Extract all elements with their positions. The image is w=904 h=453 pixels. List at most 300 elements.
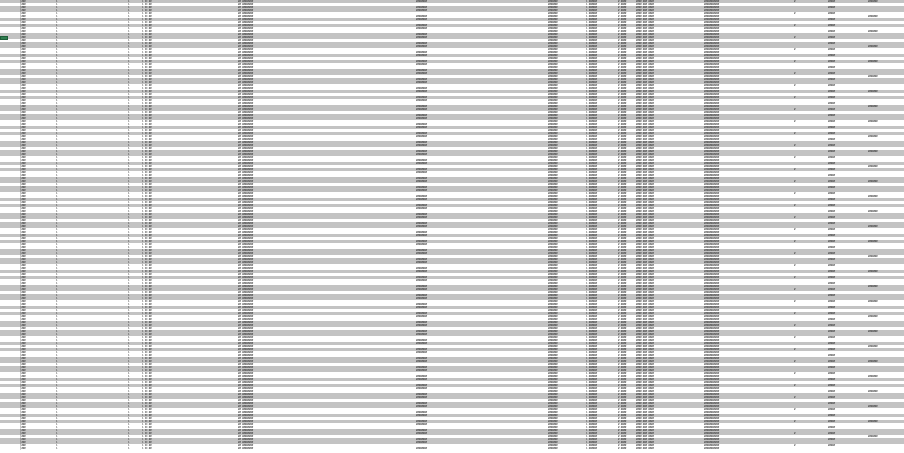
table-cell-b: 1 <box>128 21 130 24</box>
table-cell-path: ########### <box>704 51 719 54</box>
table-cell-type: ####### <box>548 327 558 330</box>
table-cell-ts: #### ### #### <box>636 147 654 150</box>
table-cell-e: # #### <box>618 180 627 183</box>
table-cell-d: 1 ###### <box>586 273 597 276</box>
table-cell-name: ## ######## <box>238 321 253 324</box>
table-cell-name: ## ######## <box>238 75 253 78</box>
table-cell-name: ## ######## <box>238 249 253 252</box>
table-cell-g: ##### <box>828 42 835 45</box>
table-cell-a: 1 <box>56 174 58 177</box>
table-cell-ts: #### ### #### <box>636 348 654 351</box>
table-cell-e: # #### <box>618 237 627 240</box>
table-cell-b: 1 <box>128 81 130 84</box>
table-cell-d: 1 ###### <box>586 276 597 279</box>
table-cell-ts: #### ### #### <box>636 144 654 147</box>
table-cell-d: 1 ###### <box>586 342 597 345</box>
table-cell-c: 1 II ## <box>142 213 152 216</box>
table-cell-desc: ######## <box>416 159 427 162</box>
table-cell-path: ########### <box>704 318 719 321</box>
table-cell-id: j### <box>20 129 26 132</box>
table-cell-ts: #### ### #### <box>636 9 654 12</box>
table-cell-b: 1 <box>128 174 130 177</box>
table-cell-f: # <box>794 348 796 351</box>
table-cell-id: j### <box>20 399 26 402</box>
table-cell-ts: #### ### #### <box>636 255 654 258</box>
table-cell-ts: #### ### #### <box>636 102 654 105</box>
table-cell-b: 1 <box>128 309 130 312</box>
table-cell-id: j### <box>20 312 26 315</box>
table-row[interactable] <box>0 447 904 450</box>
table-cell-c: 1 II ## <box>142 117 152 120</box>
table-cell-f: # <box>794 48 796 51</box>
table-cell-id: j### <box>20 351 26 354</box>
table-cell-e: # #### <box>618 303 627 306</box>
table-cell-id: j### <box>20 405 26 408</box>
table-cell-a: 1 <box>56 447 58 450</box>
table-cell-f: # <box>794 240 796 243</box>
table-cell-b: 1 <box>128 297 130 300</box>
table-cell-d: 1 ###### <box>586 357 597 360</box>
table-cell-type: ####### <box>548 186 558 189</box>
table-cell-ts: #### ### #### <box>636 330 654 333</box>
table-cell-type: ####### <box>548 333 558 336</box>
table-cell-e: # #### <box>618 144 627 147</box>
table-cell-type: ####### <box>548 387 558 390</box>
table-cell-type: ####### <box>548 192 558 195</box>
table-cell-h: ####### <box>868 375 878 378</box>
table-cell-name: ## ######## <box>238 399 253 402</box>
table-cell-e: # #### <box>618 351 627 354</box>
table-cell-e: # #### <box>618 321 627 324</box>
table-cell-name: ## ######## <box>238 168 253 171</box>
table-cell-b: 1 <box>128 15 130 18</box>
table-cell-path: ########### <box>704 30 719 33</box>
table-cell-type: ####### <box>548 171 558 174</box>
table-cell-g: ##### <box>828 114 835 117</box>
table-cell-desc: ######## <box>416 105 427 108</box>
table-cell-d: 1 ###### <box>586 180 597 183</box>
table-cell-e: # #### <box>618 363 627 366</box>
table-cell-name: ## ######## <box>238 393 253 396</box>
table-cell-ts: #### ### #### <box>636 369 654 372</box>
table-cell-b: 1 <box>128 285 130 288</box>
table-cell-g: ##### <box>828 72 835 75</box>
table-cell-name: ## ######## <box>238 423 253 426</box>
table-cell-id: j### <box>20 414 26 417</box>
table-cell-d: 1 ###### <box>586 114 597 117</box>
table-cell-e: # #### <box>618 411 627 414</box>
table-cell-f: # <box>794 420 796 423</box>
table-cell-a: 1 <box>56 12 58 15</box>
table-cell-b: 1 <box>128 270 130 273</box>
table-cell-f: # <box>794 252 796 255</box>
table-cell-id: j### <box>20 366 26 369</box>
table-cell-b: 1 <box>128 249 130 252</box>
table-cell-b: 1 <box>128 396 130 399</box>
table-cell-id: j### <box>20 204 26 207</box>
table-cell-ts: #### ### #### <box>636 6 654 9</box>
table-cell-ts: #### ### #### <box>636 423 654 426</box>
table-cell-f: # <box>794 228 796 231</box>
table-cell-name: ## ######## <box>238 120 253 123</box>
table-cell-name: ## ######## <box>238 327 253 330</box>
table-cell-a: 1 <box>56 441 58 444</box>
table-cell-name: ## ######## <box>238 144 253 147</box>
table-cell-name: ## ######## <box>238 282 253 285</box>
table-cell-desc: ######## <box>416 396 427 399</box>
table-cell-desc: ######## <box>416 297 427 300</box>
table-cell-g: ##### <box>828 162 835 165</box>
table-cell-d: 1 ###### <box>586 30 597 33</box>
table-cell-a: 1 <box>56 24 58 27</box>
table-cell-path: ########### <box>704 276 719 279</box>
table-cell-e: # #### <box>618 69 627 72</box>
table-cell-ts: #### ### #### <box>636 0 654 3</box>
table-cell-id: j### <box>20 69 26 72</box>
table-cell-d: 1 ###### <box>586 168 597 171</box>
table-cell-c: 1 II ## <box>142 162 152 165</box>
table-cell-name: ## ######## <box>238 117 253 120</box>
table-cell-c: 1 II ## <box>142 42 152 45</box>
table-cell-d: 1 ###### <box>586 162 597 165</box>
table-cell-e: # #### <box>618 135 627 138</box>
table-cell-c: 1 II ## <box>142 288 152 291</box>
table-cell-path: ########### <box>704 141 719 144</box>
table-cell-e: # #### <box>618 324 627 327</box>
table-cell-ts: #### ### #### <box>636 405 654 408</box>
table-cell-f: # <box>794 276 796 279</box>
table-cell-f: # <box>794 372 796 375</box>
table-cell-path: ########### <box>704 57 719 60</box>
table-cell-type: ####### <box>548 144 558 147</box>
table-cell-c: 1 II ## <box>142 357 152 360</box>
table-cell-d: 1 ###### <box>586 174 597 177</box>
table-cell-path: ########### <box>704 228 719 231</box>
table-cell-g: ##### <box>828 66 835 69</box>
table-cell-ts: #### ### #### <box>636 186 654 189</box>
table-cell-a: 1 <box>56 228 58 231</box>
table-cell-d: 1 ###### <box>586 231 597 234</box>
table-cell-e: # #### <box>618 240 627 243</box>
table-cell-d: 1 ###### <box>586 102 597 105</box>
table-cell-h: ####### <box>868 90 878 93</box>
table-cell-id: j### <box>20 210 26 213</box>
table-cell-desc: ######## <box>416 333 427 336</box>
table-cell-name: ## ######## <box>238 186 253 189</box>
table-cell-e: # #### <box>618 294 627 297</box>
table-cell-d: 1 ###### <box>586 360 597 363</box>
table-cell-desc: ######## <box>416 411 427 414</box>
table-cell-id: j### <box>20 87 26 90</box>
table-cell-desc: ######## <box>416 60 427 63</box>
table-cell-c: 1 II ## <box>142 186 152 189</box>
table-cell-c: 1 II ## <box>142 420 152 423</box>
table-cell-e: # #### <box>618 381 627 384</box>
table-cell-d: 1 ###### <box>586 36 597 39</box>
table-cell-desc: ######## <box>416 33 427 36</box>
table-cell-a: 1 <box>56 234 58 237</box>
table-cell-path: ########### <box>704 48 719 51</box>
table-cell-b: 1 <box>128 369 130 372</box>
table-cell-e: # #### <box>618 0 627 3</box>
table-cell-g: ##### <box>828 288 835 291</box>
table-cell-name: ## ######## <box>238 177 253 180</box>
table-cell-e: # #### <box>618 33 627 36</box>
table-cell-type: ####### <box>548 342 558 345</box>
table-cell-type: ####### <box>548 180 558 183</box>
table-cell-c: 1 II ## <box>142 324 152 327</box>
table-cell-id: j### <box>20 441 26 444</box>
table-cell-a: 1 <box>56 141 58 144</box>
table-cell-a: 1 <box>56 219 58 222</box>
table-cell-ts: #### ### #### <box>636 153 654 156</box>
table-cell-ts: #### ### #### <box>636 180 654 183</box>
table-cell-e: # #### <box>618 81 627 84</box>
table-cell-a: 1 <box>56 177 58 180</box>
table-cell-desc: ######## <box>416 27 427 30</box>
table-cell-h: ####### <box>868 180 878 183</box>
table-cell-c: 1 II ## <box>142 276 152 279</box>
table-cell-b: 1 <box>128 357 130 360</box>
table-cell-a: 1 <box>56 222 58 225</box>
table-cell-c: 1 II ## <box>142 342 152 345</box>
table-cell-ts: #### ### #### <box>636 39 654 42</box>
table-cell-c: 1 II ## <box>142 387 152 390</box>
table-cell-a: 1 <box>56 120 58 123</box>
table-cell-c: 1 II ## <box>142 417 152 420</box>
table-cell-ts: #### ### #### <box>636 438 654 441</box>
table-cell-e: # #### <box>618 291 627 294</box>
table-cell-e: # #### <box>618 414 627 417</box>
table-cell-d: 1 ###### <box>586 33 597 36</box>
table-cell-d: 1 ###### <box>586 315 597 318</box>
table-cell-id: j### <box>20 327 26 330</box>
table-cell-name: ## ######## <box>238 195 253 198</box>
table-cell-type: ####### <box>548 111 558 114</box>
table-cell-d: 1 ###### <box>586 54 597 57</box>
table-cell-d: 1 ###### <box>586 222 597 225</box>
table-cell-d: 1 ###### <box>586 246 597 249</box>
table-cell-id: j### <box>20 93 26 96</box>
table-cell-name: ## ######## <box>238 201 253 204</box>
table-cell-type: ####### <box>548 114 558 117</box>
table-cell-ts: #### ### #### <box>636 63 654 66</box>
table-cell-f: # <box>794 108 796 111</box>
table-cell-a: 1 <box>56 204 58 207</box>
table-cell-type: ####### <box>548 408 558 411</box>
table-cell-type: ####### <box>548 159 558 162</box>
table-cell-ts: #### ### #### <box>636 384 654 387</box>
table-cell-name: ## ######## <box>238 240 253 243</box>
table-cell-a: 1 <box>56 330 58 333</box>
table-cell-c: 1 II ## <box>142 207 152 210</box>
table-cell-desc: ######## <box>416 186 427 189</box>
table-cell-type: ####### <box>548 141 558 144</box>
table-cell-e: # #### <box>618 192 627 195</box>
table-cell-c: 1 II ## <box>142 72 152 75</box>
table-cell-d: 1 ###### <box>586 393 597 396</box>
table-cell-a: 1 <box>56 339 58 342</box>
table-cell-e: # #### <box>618 93 627 96</box>
table-cell-a: 1 <box>56 189 58 192</box>
table-cell-ts: #### ### #### <box>636 3 654 6</box>
table-cell-b: 1 <box>128 318 130 321</box>
table-cell-e: # #### <box>618 138 627 141</box>
table-cell-d: 1 ###### <box>586 225 597 228</box>
table-cell-id: j### <box>20 252 26 255</box>
table-cell-name: ## ######## <box>238 3 253 6</box>
table-cell-b: 1 <box>128 222 130 225</box>
table-cell-type: ####### <box>548 258 558 261</box>
table-cell-h: ####### <box>868 420 878 423</box>
table-cell-id: j### <box>20 117 26 120</box>
table-cell-type: ####### <box>548 162 558 165</box>
table-cell-b: 1 <box>128 213 130 216</box>
table-cell-b: 1 <box>128 243 130 246</box>
table-cell-c: 1 II ## <box>142 129 152 132</box>
table-cell-id: j### <box>20 120 26 123</box>
table-cell-c: 1 II ## <box>142 195 152 198</box>
table-cell-c: 1 II ## <box>142 126 152 129</box>
table-cell-path: ########### <box>704 162 719 165</box>
table-cell-path: ########### <box>704 252 719 255</box>
table-cell-name: ## ######## <box>238 57 253 60</box>
table-cell-desc: ######## <box>416 144 427 147</box>
table-cell-path: ########### <box>704 432 719 435</box>
table-cell-ts: #### ### #### <box>636 339 654 342</box>
table-cell-ts: #### ### #### <box>636 51 654 54</box>
table-cell-id: j### <box>20 84 26 87</box>
table-cell-id: j### <box>20 168 26 171</box>
table-cell-name: ## ######## <box>238 42 253 45</box>
table-cell-e: # #### <box>618 417 627 420</box>
table-cell-type: ####### <box>548 237 558 240</box>
table-cell-a: 1 <box>56 30 58 33</box>
table-cell-type: ####### <box>548 234 558 237</box>
table-cell-c: 1 II ## <box>142 87 152 90</box>
table-cell-name: ## ######## <box>238 165 253 168</box>
table-cell-desc: ######## <box>416 360 427 363</box>
table-cell-name: ## ######## <box>238 66 253 69</box>
table-cell-ts: #### ### #### <box>636 249 654 252</box>
table-cell-c: 1 II ## <box>142 231 152 234</box>
table-cell-name: ## ######## <box>238 39 253 42</box>
table-cell-f: # <box>794 384 796 387</box>
table-cell-b: 1 <box>128 216 130 219</box>
table-cell-g: ##### <box>828 300 835 303</box>
table-cell-e: # #### <box>618 6 627 9</box>
table-cell-h: ####### <box>868 300 878 303</box>
table-cell-id: j### <box>20 360 26 363</box>
table-cell-d: 1 ###### <box>586 42 597 45</box>
table-cell-ts: #### ### #### <box>636 390 654 393</box>
table-cell-ts: #### ### #### <box>636 432 654 435</box>
table-cell-path: ########### <box>704 180 719 183</box>
table-cell-id: j### <box>20 375 26 378</box>
table-cell-name: ## ######## <box>238 444 253 447</box>
table-cell-c: 1 II ## <box>142 321 152 324</box>
table-cell-path: ########### <box>704 393 719 396</box>
table-cell-desc: ######## <box>416 108 427 111</box>
table-cell-path: ########### <box>704 384 719 387</box>
table-cell-e: # #### <box>618 228 627 231</box>
table-cell-g: ##### <box>828 384 835 387</box>
table-cell-type: ####### <box>548 105 558 108</box>
table-cell-d: 1 ###### <box>586 228 597 231</box>
table-cell-id: j### <box>20 234 26 237</box>
table-cell-b: 1 <box>128 345 130 348</box>
table-cell-path: ########### <box>704 153 719 156</box>
table-cell-ts: #### ### #### <box>636 447 654 450</box>
table-cell-g: ##### <box>828 30 835 33</box>
table-cell-g: ##### <box>828 324 835 327</box>
table-cell-ts: #### ### #### <box>636 309 654 312</box>
table-cell-type: ####### <box>548 366 558 369</box>
table-cell-e: # #### <box>618 375 627 378</box>
table-cell-e: # #### <box>618 390 627 393</box>
table-cell-h: ####### <box>868 285 878 288</box>
table-cell-f: # <box>794 12 796 15</box>
table-cell-ts: #### ### #### <box>636 207 654 210</box>
table-cell-e: # #### <box>618 315 627 318</box>
table-cell-path: ########### <box>704 357 719 360</box>
table-cell-b: 1 <box>128 219 130 222</box>
table-cell-id: j### <box>20 336 26 339</box>
table-cell-desc: ######## <box>416 78 427 81</box>
table-cell-f: # <box>794 408 796 411</box>
table-cell-d: 1 ###### <box>586 363 597 366</box>
table-cell-a: 1 <box>56 99 58 102</box>
table-cell-type: ####### <box>548 195 558 198</box>
table-cell-type: ####### <box>548 273 558 276</box>
table-cell-name: ## ######## <box>238 51 253 54</box>
table-cell-path: ########### <box>704 3 719 6</box>
table-cell-b: 1 <box>128 258 130 261</box>
table-cell-ts: #### ### #### <box>636 315 654 318</box>
table-cell-id: j### <box>20 108 26 111</box>
table-cell-type: ####### <box>548 18 558 21</box>
table-cell-a: 1 <box>56 27 58 30</box>
table-cell-f: # <box>794 144 796 147</box>
table-cell-desc: ######## <box>416 99 427 102</box>
table-cell-c: 1 II ## <box>142 156 152 159</box>
table-cell-d: 1 ###### <box>586 216 597 219</box>
table-cell-a: 1 <box>56 279 58 282</box>
table-cell-type: ####### <box>548 270 558 273</box>
table-cell-c: 1 II ## <box>142 219 152 222</box>
table-cell-g: ##### <box>828 0 835 3</box>
selected-row-marker-icon[interactable] <box>0 36 8 40</box>
table-cell-type: ####### <box>548 138 558 141</box>
table-cell-name: ## ######## <box>238 372 253 375</box>
table-cell-ts: #### ### #### <box>636 420 654 423</box>
table-cell-h: ####### <box>868 390 878 393</box>
table-cell-e: # #### <box>618 297 627 300</box>
table-cell-c: 1 II ## <box>142 252 152 255</box>
table-cell-c: 1 II ## <box>142 93 152 96</box>
table-cell-type: ####### <box>548 156 558 159</box>
table-cell-ts: #### ### #### <box>636 426 654 429</box>
table-cell-ts: #### ### #### <box>636 126 654 129</box>
table-cell-d: 1 ###### <box>586 282 597 285</box>
table-cell-d: 1 ###### <box>586 72 597 75</box>
table-cell-g: ##### <box>828 312 835 315</box>
table-cell-path: ########### <box>704 204 719 207</box>
table-cell-b: 1 <box>128 294 130 297</box>
table-cell-path: ########### <box>704 36 719 39</box>
table-cell-ts: #### ### #### <box>636 138 654 141</box>
table-cell-b: 1 <box>128 162 130 165</box>
